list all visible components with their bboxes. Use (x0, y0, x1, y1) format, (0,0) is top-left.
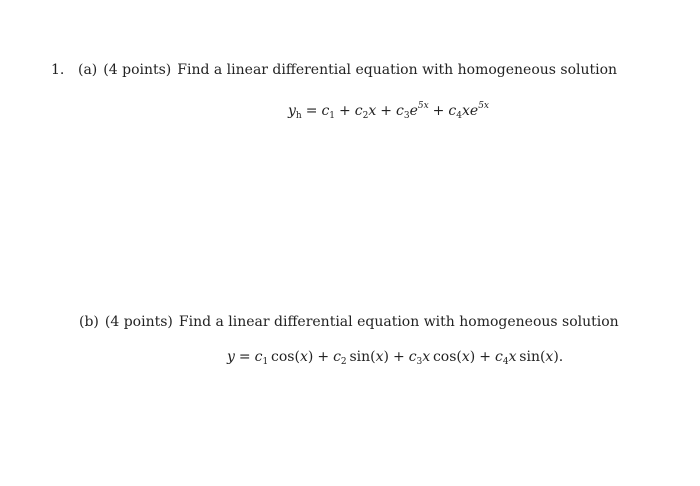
eq-b-plus-1: + (317, 349, 330, 365)
eq-b-cos-2: cos( (432, 349, 462, 365)
eq-a-e-1: e (409, 103, 418, 119)
eq-b-c3: c (408, 349, 417, 365)
eq-a-c4: c (448, 103, 457, 119)
eq-a-c3: c (395, 103, 404, 119)
eq-b-sin-2: sin( (519, 349, 546, 365)
part-a-prompt (51, 61, 617, 79)
eq-a-e-2: e (469, 103, 479, 119)
eq-b-close-4: ) (553, 349, 559, 365)
eq-a-equals: = (305, 103, 318, 119)
part-b-equation (227, 348, 563, 371)
eq-a-exponent-1: 5x (417, 101, 429, 111)
eq-a-c1: c (321, 103, 330, 119)
eq-a-x-1: x (368, 103, 377, 119)
eq-a-sub-1: 1 (329, 111, 336, 121)
eq-a-sub-3: 3 (403, 111, 410, 121)
part-b-points: (4 points) (104, 314, 173, 330)
eq-b-sub-1: 1 (262, 357, 269, 367)
eq-a-h-subscript: h (295, 111, 302, 121)
eq-b-sub-2: 2 (340, 357, 347, 367)
part-a-equation (288, 97, 489, 125)
eq-b-plus-3: + (479, 349, 491, 365)
part-b-prompt (79, 313, 619, 331)
eq-b-x-2: x (375, 349, 384, 365)
part-a-text: Find a linear differential equation with homogeneous solution (177, 62, 618, 78)
eq-b-sub-4: 4 (502, 357, 509, 367)
eq-a-y: y (288, 103, 296, 119)
eq-a-plus-2: + (380, 103, 392, 119)
eq-b-y: y (227, 349, 235, 365)
eq-a-c2: c (354, 103, 363, 119)
eq-b-close-2: ) (383, 349, 389, 365)
eq-b-close-1: ) (307, 349, 314, 365)
eq-b-x-1: x (299, 349, 308, 365)
eq-b-sub-3: 3 (416, 357, 423, 367)
eq-b-period: . (558, 349, 564, 365)
eq-b-close-3: ) (469, 349, 476, 365)
part-a-label: (a) (78, 62, 98, 78)
eq-b-x-3: x (422, 349, 431, 365)
eq-b-c4: c (495, 349, 503, 365)
eq-b-sin-1: sin( (349, 349, 376, 365)
eq-a-exponent-2: 5x (478, 101, 489, 111)
problem-number: 1. (51, 62, 65, 78)
part-b-label: (b) (79, 314, 99, 330)
eq-a-plus-1: + (339, 103, 351, 119)
part-b-text: Find a linear differential equation with homogeneous solution (178, 314, 619, 330)
eq-b-x-5: x (508, 349, 517, 365)
eq-b-c1: c (254, 349, 263, 365)
eq-b-equals: = (238, 349, 251, 365)
eq-b-x-4: x (461, 349, 470, 365)
eq-a-plus-3: + (432, 103, 445, 119)
part-a-points: (4 points) (103, 62, 172, 78)
eq-b-cos-1: cos( (271, 349, 300, 365)
eq-a-sub-2: 2 (362, 111, 369, 121)
eq-b-x-6: x (545, 349, 554, 365)
eq-b-c2: c (333, 349, 341, 365)
eq-b-plus-2: + (392, 349, 405, 365)
eq-a-x-2: x (461, 103, 470, 119)
eq-a-sub-4: 4 (456, 111, 462, 121)
